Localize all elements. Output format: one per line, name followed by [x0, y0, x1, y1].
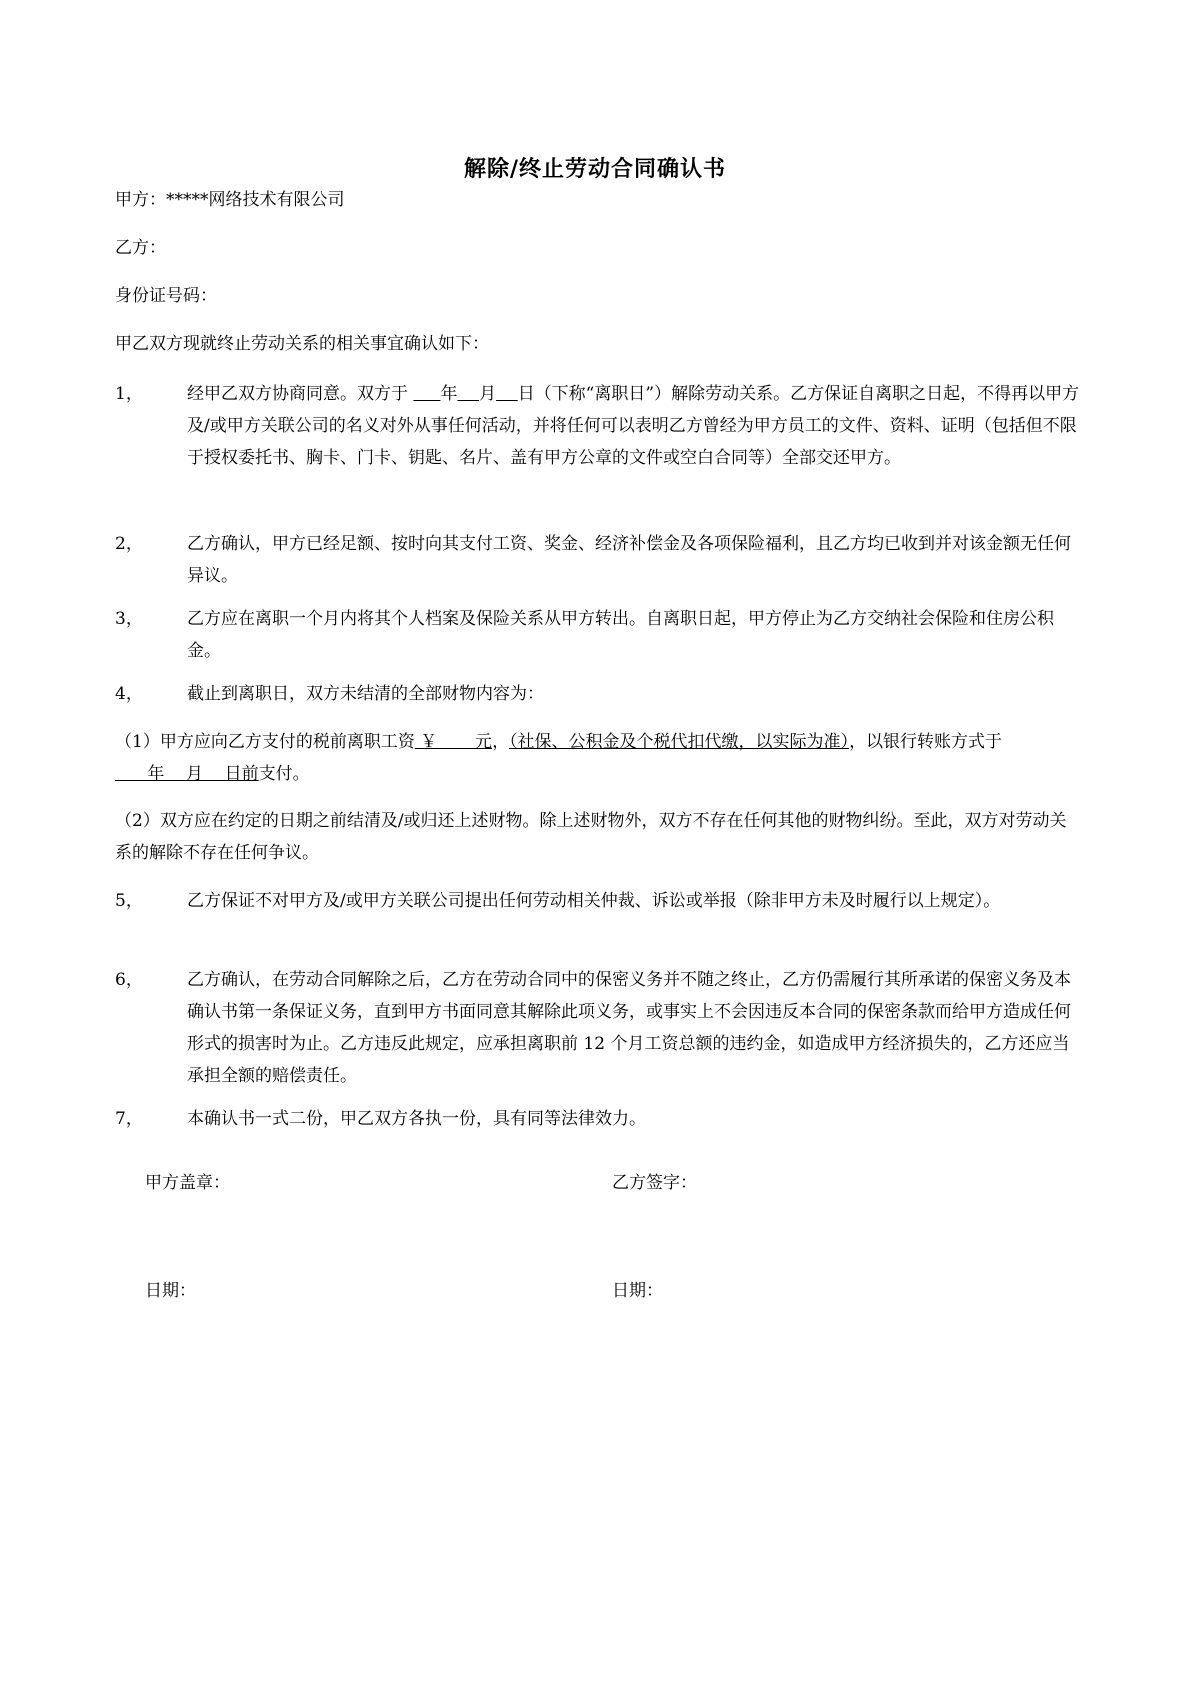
clause-text: 乙方保证不对甲方及/或甲方关联公司提出任何劳动相关仲裁、诉讼或举报（除非甲方未及时履行以上规定）。: [187, 891, 1001, 911]
clause-number: 3，: [115, 609, 143, 629]
party-b-date-label: 日期：: [612, 1281, 663, 1301]
sub-clause-1: （1）甲方应向乙方支付的税前离职工资 ￥ 元，（社保、公积金及个税代扣代缴，以实际为准），以银行转账方式于 年 月 日前支付。: [115, 732, 1003, 784]
clause-number: 2，: [115, 534, 143, 554]
sub-clause-2: （2）双方应在约定的日期之前结清及/或归还上述财物。除上述财物外，双方不存在任何其他的财物纠纷。至此，双方对劳动关系的解除不存在任何争议。: [115, 811, 1067, 863]
blank-year: [413, 384, 440, 404]
intro-line: 甲乙双方现就终止劳动关系的相关事宜确认如下：: [115, 334, 489, 354]
party-a-date-label: 日期：: [145, 1281, 196, 1301]
party-b-sign-label: 乙方签字：: [612, 1173, 697, 1193]
clause-text: 乙方确认，甲方已经足额、按时向其支付工资、奖金、经济补偿金及各项保险福利，且乙方均已收到并对该金额无任何异议。: [187, 534, 1071, 586]
clause-text: 乙方应在离职一个月内将其个人档案及保险关系从甲方转出。自离职日起，甲方停止为乙方交纳社会保险和住房公积金。: [187, 609, 1054, 661]
document-title: 解除/终止劳动合同确认书: [463, 156, 727, 182]
clause-text: 经甲乙双方协商同意。双方于 年 月 日（下称“离职日”）解除劳动关系。乙方保证自离职之日起，不得再以甲方及/或甲方关联公司的名义对外从事任何活动，并将任何可以表明乙方曾经为甲方员工的文件、资料、证明（包括但不限于授权委托书、胸卡、门卡、钥匙、名片、盖有甲方公章的文件或空白合同等）全部交还甲方。: [187, 384, 1080, 468]
clause-number: 1，: [115, 384, 143, 404]
party-b-line: 乙方：: [115, 238, 166, 258]
party-a-line: 甲方：*****网络技术有限公司: [115, 190, 345, 210]
payment-date-blank: 年 月 日前: [115, 764, 259, 784]
clause-number: 7，: [115, 1109, 143, 1129]
deduction-note: （社保、公积金及个税代扣代缴，以实际为准）: [509, 732, 850, 752]
amount-blank: ￥ 元: [414, 732, 493, 752]
blank-month: [457, 384, 479, 404]
blank-day: [496, 384, 518, 404]
clause-number: 6，: [115, 970, 143, 990]
clause-number: 4，: [115, 684, 143, 704]
clause-text: 本确认书一式二份，甲乙双方各执一份，具有同等法律效力。: [187, 1109, 646, 1129]
clause-text: 截止到离职日，双方未结清的全部财物内容为：: [187, 684, 544, 704]
clause-number: 5，: [115, 891, 143, 911]
party-a-seal-label: 甲方盖章：: [145, 1173, 230, 1193]
clause-text: 乙方确认，在劳动合同解除之后，乙方在劳动合同中的保密义务并不随之终止，乙方仍需履行其所承诺的保密义务及本确认书第一条保证义务，直到甲方书面同意其解除此项义务，或事实上不会因违反本合同的保密条款而给甲方造成任何形式的损害时为止。乙方违反此规定，应承担离职前 12 个月工资总额的违约金，如造成甲方经济损失的，乙方还应当承担全额的赔偿责任。: [187, 970, 1071, 1086]
id-number-line: 身份证号码：: [115, 286, 217, 306]
